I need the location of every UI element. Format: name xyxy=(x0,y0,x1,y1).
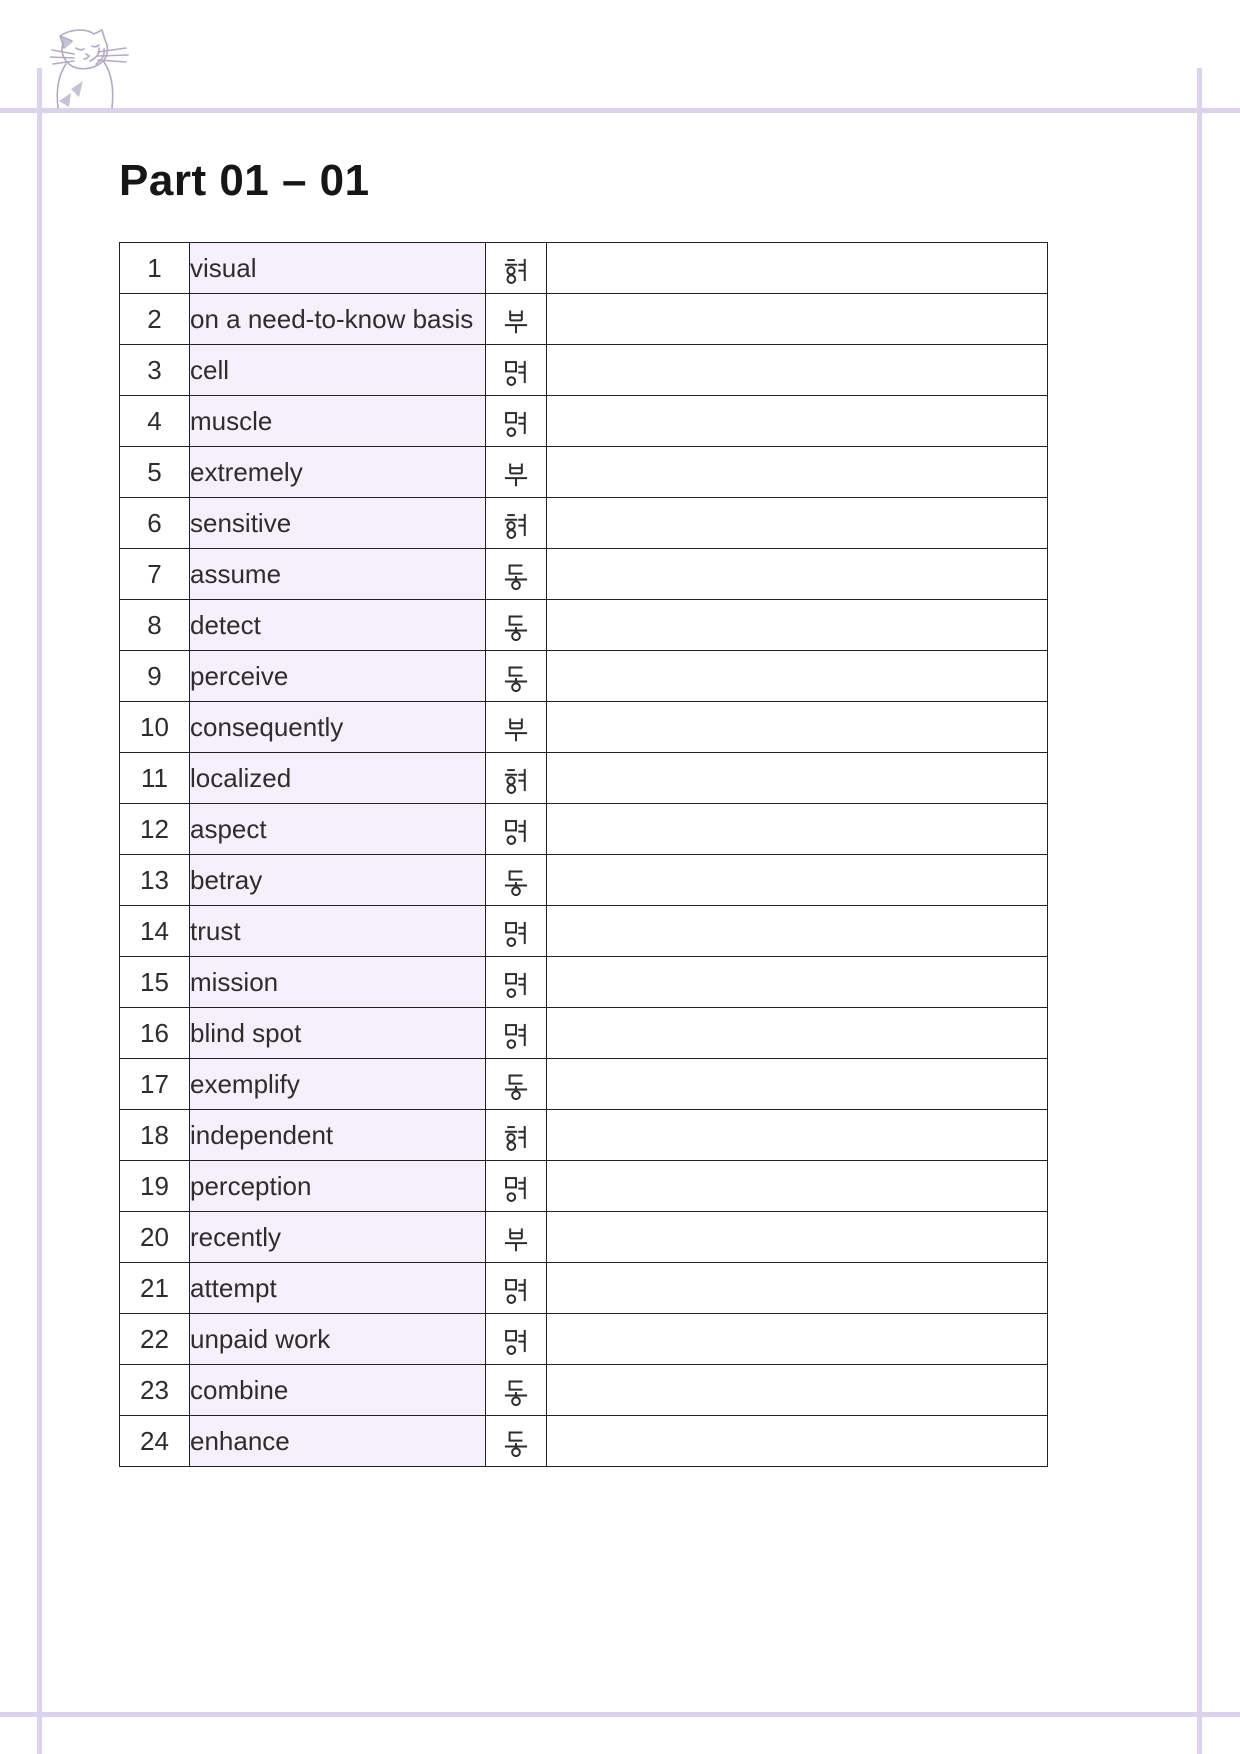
hangul-pos-glyph xyxy=(502,919,530,947)
pos-label xyxy=(501,1424,502,1425)
pos-label xyxy=(501,1118,502,1119)
pos-label xyxy=(501,251,502,252)
pos-label xyxy=(501,1016,502,1017)
table-row xyxy=(120,1416,1048,1467)
table-row xyxy=(120,1059,1048,1110)
pos-cell xyxy=(486,1314,547,1365)
pos-label xyxy=(501,710,502,711)
word-cell: perceive xyxy=(190,651,486,702)
pos-cell xyxy=(486,1059,547,1110)
word-cell: sensitive xyxy=(190,498,486,549)
word-cell: perception xyxy=(190,1161,486,1212)
right-rule-line xyxy=(1197,68,1202,1754)
word-cell: blind spot xyxy=(190,1008,486,1059)
pos-cell xyxy=(486,1263,547,1314)
meaning-cell xyxy=(547,294,1048,345)
row-number-cell: 5 xyxy=(120,447,190,498)
pos-label xyxy=(501,1322,502,1323)
pos-label xyxy=(501,761,502,762)
pos-label xyxy=(501,353,502,354)
table-row xyxy=(120,1212,1048,1263)
pos-cell xyxy=(486,498,547,549)
pos-label xyxy=(501,557,502,558)
table-row xyxy=(120,1161,1048,1212)
hangul-pos-glyph xyxy=(502,358,530,386)
meaning-cell xyxy=(547,1110,1048,1161)
table-row xyxy=(120,957,1048,1008)
table-row xyxy=(120,447,1048,498)
pos-cell xyxy=(486,651,547,702)
meaning-cell xyxy=(547,1212,1048,1263)
row-number-cell: 8 xyxy=(120,600,190,651)
meaning-cell xyxy=(547,1314,1048,1365)
table-row xyxy=(120,243,1048,294)
pos-cell xyxy=(486,1008,547,1059)
hangul-pos-glyph xyxy=(502,460,530,488)
word-cell: cell xyxy=(190,345,486,396)
row-number-cell: 16 xyxy=(120,1008,190,1059)
row-number-cell: 23 xyxy=(120,1365,190,1416)
table-row xyxy=(120,345,1048,396)
meaning-cell xyxy=(547,1059,1048,1110)
word-cell: consequently xyxy=(190,702,486,753)
row-number-cell: 10 xyxy=(120,702,190,753)
row-number-cell: 24 xyxy=(120,1416,190,1467)
table-row xyxy=(120,1110,1048,1161)
word-cell: recently xyxy=(190,1212,486,1263)
meaning-cell xyxy=(547,549,1048,600)
table-row xyxy=(120,702,1048,753)
meaning-cell xyxy=(547,753,1048,804)
pos-cell xyxy=(486,1161,547,1212)
row-number-cell: 18 xyxy=(120,1110,190,1161)
word-cell: detect xyxy=(190,600,486,651)
table-row xyxy=(120,804,1048,855)
word-cell: mission xyxy=(190,957,486,1008)
bottom-rule-line xyxy=(0,1712,1240,1717)
meaning-cell xyxy=(547,498,1048,549)
pos-label xyxy=(501,506,502,507)
pos-cell xyxy=(486,1365,547,1416)
pos-label xyxy=(501,1067,502,1068)
row-number-cell: 1 xyxy=(120,243,190,294)
pos-cell xyxy=(486,753,547,804)
hangul-pos-glyph xyxy=(502,1225,530,1253)
hangul-pos-glyph xyxy=(502,1327,530,1355)
table-row xyxy=(120,1314,1048,1365)
pos-label xyxy=(501,608,502,609)
pos-label xyxy=(501,965,502,966)
pos-cell xyxy=(486,957,547,1008)
row-number-cell: 15 xyxy=(120,957,190,1008)
table-row xyxy=(120,498,1048,549)
row-number-cell: 11 xyxy=(120,753,190,804)
hangul-pos-glyph xyxy=(502,613,530,641)
word-cell: muscle xyxy=(190,396,486,447)
table-row xyxy=(120,906,1048,957)
word-cell: visual xyxy=(190,243,486,294)
table-row xyxy=(120,549,1048,600)
pos-cell xyxy=(486,1416,547,1467)
word-cell: unpaid work xyxy=(190,1314,486,1365)
pos-label xyxy=(501,863,502,864)
hangul-pos-glyph xyxy=(502,970,530,998)
meaning-cell xyxy=(547,804,1048,855)
pos-cell xyxy=(486,855,547,906)
left-rule-line xyxy=(37,68,42,1754)
row-number-cell: 21 xyxy=(120,1263,190,1314)
table-row xyxy=(120,855,1048,906)
pos-label xyxy=(501,455,502,456)
hangul-pos-glyph xyxy=(502,511,530,539)
meaning-cell xyxy=(547,1416,1048,1467)
row-number-cell: 4 xyxy=(120,396,190,447)
pos-cell xyxy=(486,600,547,651)
pos-cell xyxy=(486,804,547,855)
row-number-cell: 20 xyxy=(120,1212,190,1263)
row-number-cell: 22 xyxy=(120,1314,190,1365)
meaning-cell xyxy=(547,396,1048,447)
pos-cell xyxy=(486,294,547,345)
word-cell: aspect xyxy=(190,804,486,855)
meaning-cell xyxy=(547,600,1048,651)
row-number-cell: 2 xyxy=(120,294,190,345)
table-row xyxy=(120,1263,1048,1314)
pos-cell xyxy=(486,1110,547,1161)
meaning-cell xyxy=(547,345,1048,396)
hangul-pos-glyph xyxy=(502,1174,530,1202)
hangul-pos-glyph xyxy=(502,1072,530,1100)
pos-label xyxy=(501,659,502,660)
pos-label xyxy=(501,1271,502,1272)
top-rule-line xyxy=(0,108,1240,113)
word-cell: independent xyxy=(190,1110,486,1161)
row-number-cell: 13 xyxy=(120,855,190,906)
word-cell: extremely xyxy=(190,447,486,498)
pos-label xyxy=(501,914,502,915)
hangul-pos-glyph xyxy=(502,817,530,845)
hangul-pos-glyph xyxy=(502,715,530,743)
row-number-cell: 7 xyxy=(120,549,190,600)
meaning-cell xyxy=(547,1263,1048,1314)
pos-cell xyxy=(486,702,547,753)
pos-label xyxy=(501,1373,502,1374)
word-cell: trust xyxy=(190,906,486,957)
hangul-pos-glyph xyxy=(502,868,530,896)
pos-cell xyxy=(486,396,547,447)
word-cell: localized xyxy=(190,753,486,804)
word-cell: enhance xyxy=(190,1416,486,1467)
pos-label xyxy=(501,812,502,813)
pos-cell xyxy=(486,1212,547,1263)
word-cell: on a need-to-know basis xyxy=(190,294,486,345)
pos-cell xyxy=(486,345,547,396)
pos-cell xyxy=(486,906,547,957)
table-row xyxy=(120,294,1048,345)
meaning-cell xyxy=(547,651,1048,702)
meaning-cell xyxy=(547,243,1048,294)
row-number-cell: 12 xyxy=(120,804,190,855)
row-number-cell: 9 xyxy=(120,651,190,702)
row-number-cell: 6 xyxy=(120,498,190,549)
word-cell: combine xyxy=(190,1365,486,1416)
page-title: Part 01 – 01 xyxy=(119,156,370,205)
meaning-cell xyxy=(547,855,1048,906)
word-cell: assume xyxy=(190,549,486,600)
pos-cell xyxy=(486,447,547,498)
hangul-pos-glyph xyxy=(502,1123,530,1151)
hangul-pos-glyph xyxy=(502,766,530,794)
meaning-cell xyxy=(547,1365,1048,1416)
hangul-pos-glyph xyxy=(502,307,530,335)
table-row xyxy=(120,753,1048,804)
pos-cell xyxy=(486,243,547,294)
meaning-cell xyxy=(547,447,1048,498)
hangul-pos-glyph xyxy=(502,256,530,284)
hangul-pos-glyph xyxy=(502,1276,530,1304)
hangul-pos-glyph xyxy=(502,409,530,437)
table-row xyxy=(120,651,1048,702)
meaning-cell xyxy=(547,906,1048,957)
word-cell: betray xyxy=(190,855,486,906)
table-row xyxy=(120,600,1048,651)
word-cell: exemplify xyxy=(190,1059,486,1110)
hangul-pos-glyph xyxy=(502,1021,530,1049)
hangul-pos-glyph xyxy=(502,562,530,590)
word-cell: attempt xyxy=(190,1263,486,1314)
cat-illustration xyxy=(50,28,134,110)
meaning-cell xyxy=(547,1008,1048,1059)
pos-label xyxy=(501,1220,502,1221)
meaning-cell xyxy=(547,702,1048,753)
vocab-table-body xyxy=(120,243,1048,1467)
hangul-pos-glyph xyxy=(502,664,530,692)
row-number-cell: 19 xyxy=(120,1161,190,1212)
row-number-cell: 3 xyxy=(120,345,190,396)
pos-label xyxy=(501,404,502,405)
table-row xyxy=(120,396,1048,447)
pos-label xyxy=(501,1169,502,1170)
pos-label xyxy=(501,302,502,303)
pos-cell xyxy=(486,549,547,600)
vocab-table xyxy=(119,242,1048,1467)
table-row xyxy=(120,1365,1048,1416)
hangul-pos-glyph xyxy=(502,1429,530,1457)
row-number-cell: 17 xyxy=(120,1059,190,1110)
row-number-cell: 14 xyxy=(120,906,190,957)
hangul-pos-glyph xyxy=(502,1378,530,1406)
meaning-cell xyxy=(547,957,1048,1008)
table-row xyxy=(120,1008,1048,1059)
meaning-cell xyxy=(547,1161,1048,1212)
